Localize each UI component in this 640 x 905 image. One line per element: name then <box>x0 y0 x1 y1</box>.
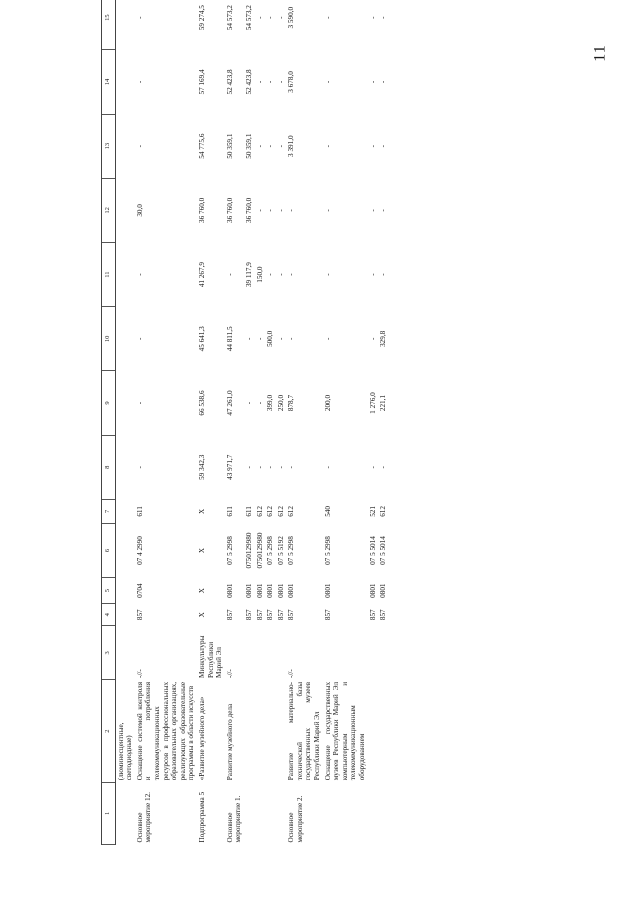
table-cell-col-11: - <box>379 273 388 276</box>
table-cell-col-7: 612 <box>255 506 264 517</box>
table-cell-col-2: Оснащение системой контроля и потребления телекоммуникационных ресурсов в профессиональных образовательных организациях, реализующих образовательные программы в области искусств <box>135 681 196 781</box>
table-row <box>378 0 389 845</box>
table-cell-col-6: 07 5 2998 <box>323 536 332 565</box>
table-cell-col-7: 611 <box>244 506 253 517</box>
table-cell-col-10: - <box>244 337 253 341</box>
table-cell-col-8: - <box>135 466 144 469</box>
table-cell-col-4: 857 <box>244 609 253 621</box>
table-cell-col-10 <box>115 307 135 371</box>
table-row <box>323 0 368 845</box>
table-cell-col-15: - <box>276 16 285 19</box>
table-cell-col-10: 329,8 <box>379 330 388 347</box>
table-cell-col-1 <box>323 782 368 844</box>
table-cell-col-12: - <box>323 209 332 212</box>
table-cell-col-9: 221,1 <box>379 394 388 412</box>
table-cell-col-13: - <box>255 144 264 148</box>
table-cell-col-7 <box>115 499 135 523</box>
column-header: 11 <box>102 242 116 306</box>
table-cell-col-2: Развитие музейного дела <box>225 703 234 781</box>
table-cell-col-5: 0801 <box>323 583 332 598</box>
table-cell-col-15: - <box>368 16 377 19</box>
table-row <box>255 0 266 845</box>
table-cell-col-13: - <box>368 144 377 148</box>
table-cell-col-13: - <box>276 144 285 148</box>
table-cell-col-9: - <box>244 401 253 405</box>
table-cell-col-8 <box>115 435 135 499</box>
table-cell-col-14 <box>115 50 135 114</box>
table-cell-col-13: - <box>323 144 332 148</box>
table-cell-col-1: Основное мероприятие 1. <box>225 795 243 843</box>
table-cell-col-9: 200,0 <box>323 394 332 412</box>
table-cell-col-3 <box>244 626 255 680</box>
table-cell-col-3 <box>115 626 135 680</box>
table-cell-col-2 <box>368 680 379 782</box>
table-cell-col-6: 0750129980 <box>244 532 253 569</box>
table-cell-col-1: Основное мероприятие 12. <box>135 792 153 843</box>
table-cell-col-11: 39 117,9 <box>244 262 253 288</box>
table-cell-col-5: 0801 <box>225 583 234 598</box>
table-cell-col-15: - <box>379 16 388 19</box>
table-cell-col-11: - <box>266 273 275 276</box>
table-cell-col-8: - <box>266 466 275 469</box>
table-cell-col-12: - <box>287 209 296 212</box>
table-cell-col-13: - <box>135 144 144 148</box>
table-cell-col-11: - <box>225 273 234 276</box>
table-cell-col-1 <box>378 782 389 844</box>
table-cell-col-9: 250,0 <box>276 394 285 412</box>
table-cell-col-15: - <box>135 16 144 19</box>
table-cell-col-3: -//- <box>225 669 234 678</box>
table-cell-col-13: 54 775,6 <box>197 133 206 159</box>
table-cell-col-14: 57 169,4 <box>197 69 206 95</box>
column-header: 5 <box>102 578 116 604</box>
table-cell-col-4: 857 <box>323 609 332 621</box>
table-cell-col-4: 857 <box>266 609 275 621</box>
column-header: 10 <box>102 307 116 371</box>
table-cell-col-7: 612 <box>276 506 285 517</box>
table-cell-col-14: 3 678,0 <box>287 71 296 93</box>
table-cell-col-12: - <box>266 209 275 212</box>
table-cell-col-11 <box>115 242 135 306</box>
table-cell-col-8: - <box>255 466 264 469</box>
table-cell-col-14: - <box>255 80 264 84</box>
table-cell-col-9 <box>115 371 135 435</box>
table-row <box>197 0 225 845</box>
table-cell-col-6: 07 5 5014 <box>368 536 377 565</box>
table-cell-col-9: 66 538,6 <box>197 390 206 416</box>
table-cell-col-14: - <box>323 80 332 84</box>
table-cell-col-3: -//- <box>287 669 296 678</box>
table-cell-col-12: 30,0 <box>135 204 144 217</box>
table-cell-col-5: 0801 <box>276 583 285 598</box>
table-row <box>244 0 255 845</box>
column-header: 4 <box>102 604 116 626</box>
table-cell-col-13 <box>115 114 135 178</box>
table-cell-col-12: - <box>276 209 285 212</box>
column-header: 13 <box>102 114 116 178</box>
table-cell-col-6: 07 5 2998 <box>225 536 234 565</box>
table-cell-col-7: 612 <box>266 506 275 517</box>
column-header: 3 <box>102 626 116 680</box>
table-cell-col-3 <box>276 626 287 680</box>
table-cell-col-1 <box>115 782 135 844</box>
table-cell-col-8: 59 342,3 <box>197 454 206 480</box>
table-cell-col-8: - <box>276 466 285 469</box>
table-cell-col-15: 54 573,2 <box>225 5 234 31</box>
table-cell-col-11: - <box>287 273 296 276</box>
table-cell-col-14: - <box>368 80 377 84</box>
table-row <box>265 0 276 845</box>
column-header: 1 <box>102 782 116 844</box>
table-cell-col-12 <box>115 178 135 242</box>
table-cell-col-13: - <box>266 144 275 148</box>
page-number: 11 <box>591 44 609 62</box>
table-cell-col-8: - <box>368 466 377 469</box>
table-cell-col-14: 52 423,8 <box>244 69 253 95</box>
table-cell-col-7: 612 <box>287 506 296 517</box>
table-cell-col-7: 521 <box>368 506 377 517</box>
table-cell-col-10: 500,0 <box>266 330 275 347</box>
table-cell-col-15: 54 573,2 <box>244 5 253 31</box>
table-cell-col-1 <box>265 782 276 844</box>
column-header: 15 <box>102 0 116 50</box>
table-cell-col-9: - <box>255 401 264 405</box>
column-number-row <box>102 0 116 845</box>
table-cell-col-10: 44 811,5 <box>225 326 234 352</box>
column-header: 7 <box>102 499 116 523</box>
table-cell-col-1 <box>276 782 287 844</box>
table-cell-col-4: 857 <box>225 609 234 621</box>
table-cell-col-2: «Развитие музейного дела» <box>197 696 206 781</box>
table-body <box>102 0 389 845</box>
table-cell-col-5: X <box>197 588 206 594</box>
table-cell-col-8: 43 971,7 <box>225 454 234 480</box>
table-cell-col-5: 0801 <box>255 583 264 598</box>
column-header: 9 <box>102 371 116 435</box>
table-cell-col-6: 07 5 2998 <box>266 536 275 565</box>
table-cell-col-14: - <box>276 80 285 84</box>
table-cell-col-6: 07 5 5014 <box>379 536 388 565</box>
table-cell-col-4: 857 <box>255 609 264 621</box>
table-cell-col-6: 07 5 5192 <box>276 536 285 565</box>
table-cell-col-10: - <box>255 337 264 341</box>
table-cell-col-4: 857 <box>287 609 296 621</box>
table-cell-col-12: 36 760,0 <box>244 197 253 223</box>
table-row <box>368 0 379 845</box>
budget-table <box>101 0 389 845</box>
table-cell-col-10: - <box>287 337 296 341</box>
table-cell-col-3: Минкультуры Республики Марий Эл <box>197 635 224 678</box>
table-cell-col-2 <box>244 680 255 782</box>
column-header: 14 <box>102 50 116 114</box>
table-cell-col-8: - <box>244 466 253 469</box>
table-cell-col-14: - <box>135 80 144 84</box>
table-cell-col-1 <box>368 782 379 844</box>
column-header: 6 <box>102 523 116 577</box>
table-cell-col-1: Основное мероприятие 2. <box>287 795 304 843</box>
table-cell-col-10: 45 641,3 <box>197 326 206 352</box>
table-cell-col-15: - <box>323 16 332 19</box>
table-cell-col-9: - <box>135 401 144 405</box>
table-cell-col-10: - <box>368 337 377 341</box>
table-cell-col-11: - <box>135 273 144 276</box>
table-cell-col-2 <box>255 680 266 782</box>
table-cell-col-6: X <box>197 547 206 554</box>
table-cell-col-4: 857 <box>276 609 285 621</box>
table-cell-col-5: 0704 <box>135 583 144 598</box>
table-cell-col-5: 0801 <box>287 583 296 598</box>
table-cell-col-5: 0801 <box>368 583 377 598</box>
table-cell-col-1: Подпрограмма 5 <box>197 791 206 843</box>
table-cell-col-13: 50 359,1 <box>244 133 253 159</box>
column-header: 2 <box>102 680 116 782</box>
table-cell-col-4: 857 <box>135 609 144 621</box>
table-cell-col-6: 07 4 2990 <box>135 536 144 565</box>
table-cell-col-7: 540 <box>323 506 332 517</box>
table-cell-col-2 <box>276 680 287 782</box>
table-cell-col-12: 36 760,0 <box>197 197 206 223</box>
table-cell-col-3 <box>255 626 266 680</box>
column-header: 8 <box>102 435 116 499</box>
table-cell-col-6: 0750129980 <box>255 532 264 569</box>
table-cell-col-8: - <box>379 466 388 469</box>
table-cell-col-8: - <box>287 466 296 469</box>
table-cell-col-6 <box>115 523 135 577</box>
table-cell-col-15: 59 274,5 <box>197 5 206 31</box>
table-cell-col-11: 41 267,9 <box>197 262 206 288</box>
table-cell-col-14: - <box>266 80 275 84</box>
table-cell-col-7: 612 <box>379 506 388 517</box>
table-cell-col-2 <box>378 680 389 782</box>
table-cell-col-12: - <box>379 209 388 212</box>
table-cell-col-13: 3 391,0 <box>287 135 296 157</box>
table-row <box>276 0 287 845</box>
table-cell-col-6: 07 5 2998 <box>287 536 296 565</box>
table-cell-col-7: 611 <box>135 506 144 517</box>
table-cell-col-10: - <box>276 337 285 341</box>
table-cell-col-11: 150,0 <box>255 266 264 283</box>
table-cell-col-5: 0801 <box>244 583 253 598</box>
table-cell-col-3 <box>265 626 276 680</box>
table-cell-col-13: - <box>379 144 388 148</box>
table-cell-col-4 <box>115 604 135 626</box>
table-cell-col-10: - <box>323 337 332 341</box>
table-cell-col-15: - <box>266 16 275 19</box>
table-cell-col-9: 878,7 <box>287 394 296 412</box>
table-cell-col-13: 50 359,1 <box>225 133 234 159</box>
table-cell-col-2: (люминесцентные, светодиодные) <box>116 722 134 781</box>
table-cell-col-11: - <box>276 273 285 276</box>
table-cell-col-9: 47 261,0 <box>225 390 234 416</box>
table-cell-col-2: Оснащение государственных музеев Республики Марий Эл компьютерным и телекоммуникационным оборудованием <box>323 681 367 781</box>
table-cell-col-4: X <box>197 612 206 618</box>
table-row <box>286 0 322 845</box>
table-cell-col-12: - <box>368 209 377 212</box>
table-cell-col-4: 857 <box>379 609 388 621</box>
table-cell-col-3 <box>368 626 379 680</box>
table-cell-col-5 <box>115 578 135 604</box>
table-cell-col-2: Развитие материально-технической базы государственных музеев Республики Марий Эл <box>287 681 322 781</box>
table-cell-col-15: 3 590,0 <box>287 6 296 29</box>
table-cell-col-12: - <box>255 209 264 212</box>
table-cell-col-14: - <box>379 80 388 84</box>
table-cell-col-5: 0801 <box>266 583 275 598</box>
table-cell-col-15 <box>115 0 135 50</box>
table-cell-col-3 <box>323 626 368 680</box>
table-cell-col-11: - <box>368 273 377 276</box>
table-cell-col-3 <box>378 626 389 680</box>
table-cell-col-8: - <box>323 466 332 469</box>
table-cell-col-1 <box>244 782 255 844</box>
table-cell-col-11: - <box>323 273 332 276</box>
table-cell-col-9: 1 276,0 <box>368 392 377 414</box>
table-cell-col-14: 52 423,8 <box>225 69 234 95</box>
table-cell-col-12: 36 760,0 <box>225 197 234 223</box>
column-header: 12 <box>102 178 116 242</box>
table-cell-col-7: X <box>197 508 206 514</box>
table-cell-col-4: 857 <box>368 609 377 621</box>
table-cell-col-5: 0801 <box>379 583 388 598</box>
table-cell-col-7: 611 <box>225 506 234 517</box>
table-cell-col-15: - <box>255 16 264 19</box>
table-cell-col-1 <box>255 782 266 844</box>
table-cell-col-9: 399,0 <box>266 394 275 412</box>
table-cell-col-3: -//- <box>135 669 144 678</box>
table-cell-col-2 <box>265 680 276 782</box>
table-row <box>115 0 135 845</box>
table-row <box>135 0 197 845</box>
table-cell-col-10: - <box>135 337 144 341</box>
table-row <box>225 0 244 845</box>
